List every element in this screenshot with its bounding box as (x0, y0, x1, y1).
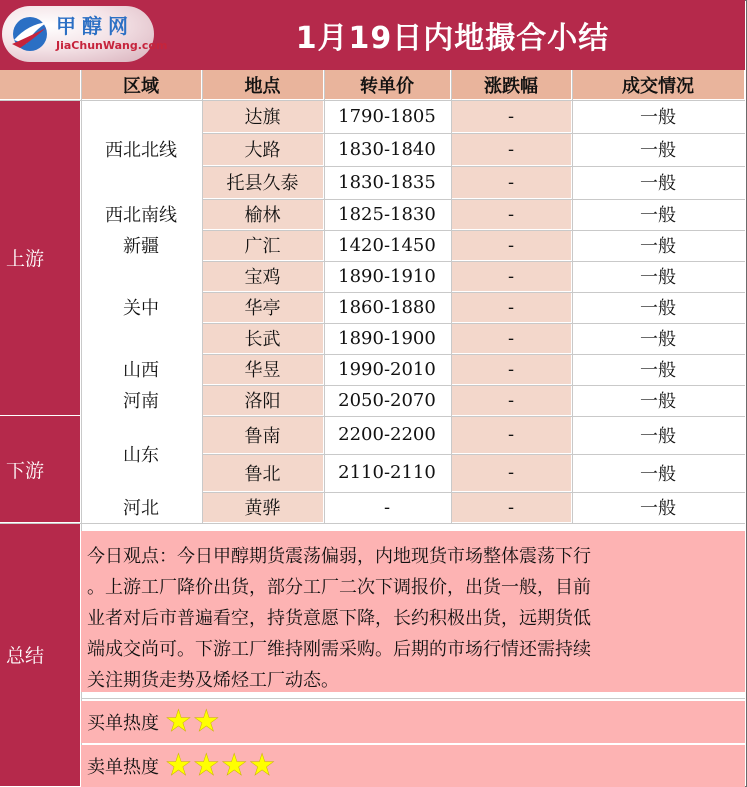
price-cell: 1790-1805 (324, 100, 451, 133)
change-cell: - (451, 385, 572, 416)
grid-line (202, 133, 745, 134)
deal-cell: 一般 (572, 166, 745, 199)
location-cell: 华亭 (202, 292, 324, 323)
grid-line (202, 354, 745, 355)
grid-line (572, 70, 573, 523)
deal-cell: 一般 (572, 416, 745, 454)
jiachunwang-logo[interactable] (2, 6, 168, 62)
column-header-price: 转单价 (324, 70, 451, 100)
location-cell: 长武 (202, 323, 324, 354)
change-cell: - (451, 100, 572, 133)
change-cell: - (451, 416, 572, 454)
price-cell: 1990-2010 (324, 354, 451, 385)
change-cell: - (451, 354, 572, 385)
region-cell: 河北 (81, 492, 202, 523)
grid-line (202, 70, 203, 523)
region-cell: 河南 (81, 385, 202, 416)
price-cell: 2050-2070 (324, 385, 451, 416)
grid-line (202, 292, 745, 293)
logo-swoosh-icon (8, 14, 52, 54)
deal-cell: 一般 (572, 230, 745, 261)
summary-line: 。上游工厂降价出货，部分工厂二次下调报价，出货一般，目前 (87, 577, 591, 598)
summary-line: 业者对后市普遍看空，持货意愿下降，长约积极出货，远期货低 (87, 608, 591, 629)
location-cell: 黄骅 (202, 492, 324, 523)
grid-line (202, 492, 745, 493)
price-cell: 1860-1880 (324, 292, 451, 323)
grid-line (202, 416, 745, 417)
change-cell: - (451, 166, 572, 199)
location-cell: 榆林 (202, 199, 324, 230)
change-cell: - (451, 230, 572, 261)
summary-line: 关注期货走势及烯烃工厂动态。 (87, 670, 339, 691)
sell-heat-row (81, 745, 745, 787)
change-cell: - (451, 292, 572, 323)
grid-line (324, 70, 325, 523)
logo-domain-text: JiaChunWang.com (56, 39, 168, 52)
change-cell: - (451, 261, 572, 292)
side-label-upstream: 上游 (0, 100, 81, 416)
logo-chinese-name: 甲醇网 (56, 14, 134, 38)
change-cell: - (451, 323, 572, 354)
location-cell: 洛阳 (202, 385, 324, 416)
region-cell: 新疆 (81, 230, 202, 261)
summary-line: 端成交尚可。下游工厂维持刚需采购。后期的市场行情还需持续 (87, 639, 591, 660)
region-cell: 山西 (81, 354, 202, 385)
grid-line (0, 523, 745, 524)
change-cell: - (451, 133, 572, 166)
location-cell: 鲁北 (202, 454, 324, 492)
grid-line (202, 323, 745, 324)
region-cell: 关中 (81, 261, 202, 354)
region-cell: 西北北线 (81, 100, 202, 199)
deal-cell: 一般 (572, 454, 745, 492)
summary-text (81, 531, 745, 692)
grid-line (202, 166, 745, 167)
deal-cell: 一般 (572, 323, 745, 354)
buy-heat-stars-icon: ★★ (165, 704, 221, 739)
deal-cell: 一般 (572, 133, 745, 166)
deal-cell: 一般 (572, 354, 745, 385)
header-corner (0, 70, 81, 100)
grid-line (202, 230, 745, 231)
deal-cell: 一般 (572, 261, 745, 292)
location-cell: 大路 (202, 133, 324, 166)
region-cell: 山东 (81, 416, 202, 492)
buy-heat-row (81, 701, 745, 743)
price-cell: 1830-1840 (324, 133, 451, 166)
grid-line (202, 454, 745, 455)
column-header-location: 地点 (202, 70, 324, 100)
change-cell: - (451, 199, 572, 230)
buy-heat-label: 买单热度 (87, 713, 159, 734)
page-title: 1月19日内地撮合小结 (295, 21, 610, 56)
sell-heat-label: 卖单热度 (87, 757, 159, 778)
side-label-downstream: 下游 (0, 416, 81, 523)
location-cell: 华昱 (202, 354, 324, 385)
price-cell: 2110-2110 (324, 454, 451, 492)
grid-line (202, 199, 745, 200)
grid-line (0, 100, 745, 101)
grid-line (202, 385, 745, 386)
side-label-summary: 总结 (0, 523, 81, 787)
price-cell: 1830-1835 (324, 166, 451, 199)
change-cell: - (451, 492, 572, 523)
price-cell: 2200-2200 (324, 416, 451, 454)
price-cell: 1890-1910 (324, 261, 451, 292)
grid-line (81, 698, 745, 699)
location-cell: 宝鸡 (202, 261, 324, 292)
region-cell: 西北南线 (81, 199, 202, 230)
price-cell: 1890-1900 (324, 323, 451, 354)
grid-line (451, 70, 452, 523)
deal-cell: 一般 (572, 292, 745, 323)
deal-cell: 一般 (572, 100, 745, 133)
deal-cell: 一般 (572, 492, 745, 523)
summary-line: 今日观点：今日甲醇期货震荡偏弱，内地现货市场整体震荡下行 (87, 546, 591, 567)
column-header-deal: 成交情况 (572, 70, 745, 100)
grid-line (202, 261, 745, 262)
deal-cell: 一般 (572, 385, 745, 416)
location-cell: 广汇 (202, 230, 324, 261)
title-bar (0, 0, 745, 70)
price-cell: 1825-1830 (324, 199, 451, 230)
sell-heat-stars-icon: ★★★★ (165, 748, 277, 783)
location-cell: 达旗 (202, 100, 324, 133)
price-cell: 1420-1450 (324, 230, 451, 261)
location-cell: 鲁南 (202, 416, 324, 454)
change-cell: - (451, 454, 572, 492)
deal-cell: 一般 (572, 199, 745, 230)
column-header-region: 区域 (81, 70, 202, 100)
location-cell: 托县久泰 (202, 166, 324, 199)
price-cell: - (324, 492, 451, 523)
column-header-change: 涨跌幅 (451, 70, 572, 100)
